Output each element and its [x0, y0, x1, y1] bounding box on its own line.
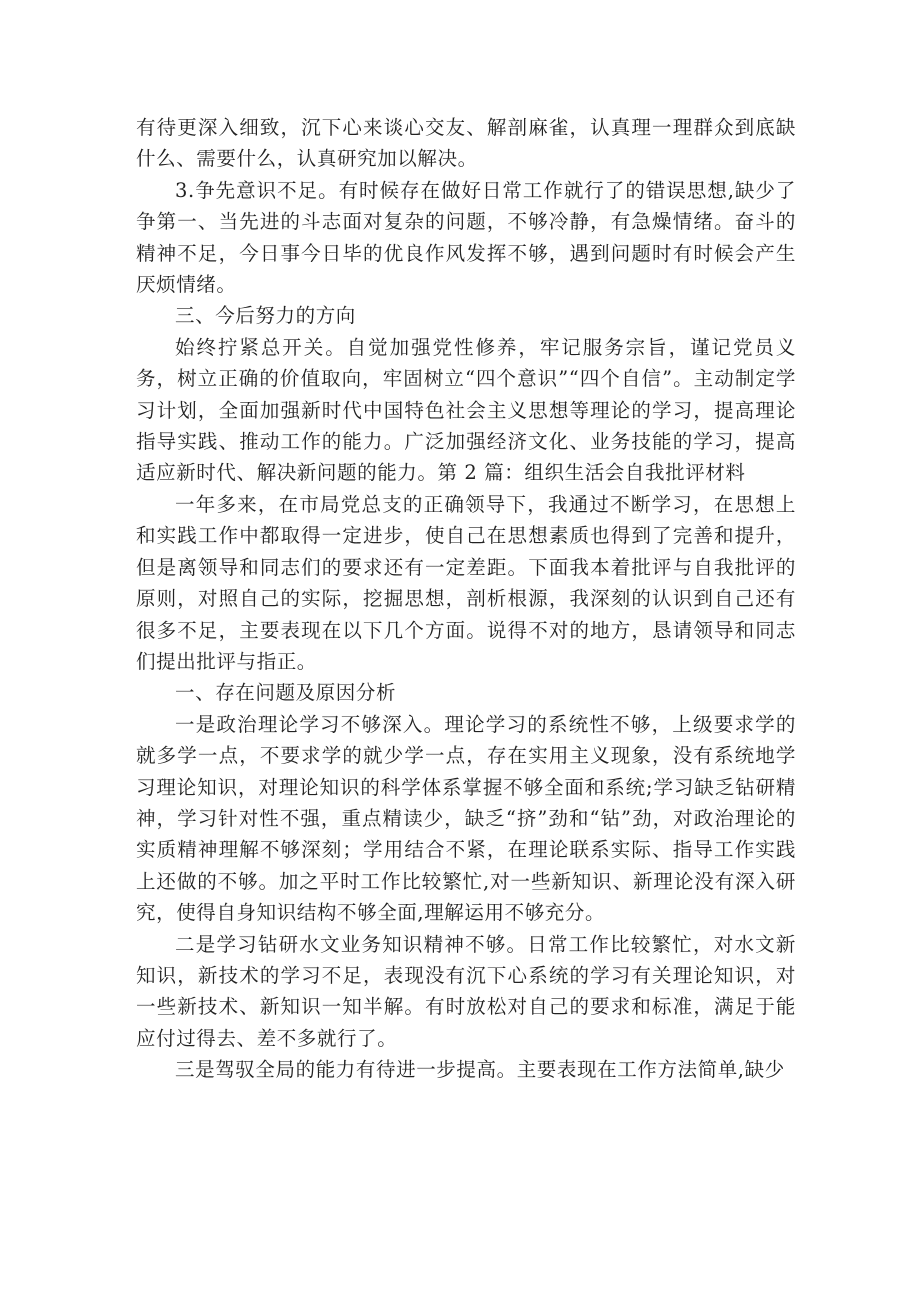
paragraph-introduction: 一年多来，在市局党总支的正确领导下，我通过不断学习，在思想上和实践工作中都取得一定进步，使自己在思想素质也得到了完善和提升，但是离领导和同志们的要求还有一定差距。下面我本着批评与自我批评的原则，对照自己的实际，挖掘思想，剖析根源，我深刻的认识到自己还有很多不足，主要表现在以下几个方面。说得不对的地方，恳请领导和同志们提出批评与指正。	[136, 492, 796, 673]
paragraph-competitive-awareness: 3.争先意识不足。有时候存在做好日常工作就行了的错误思想,缺少了争第一、当先进的斗志面对复杂的问题，不够冷静，有急燥情绪。奋斗的精神不足，今日事今日毕的优良作风发挥不够，遇到问题时有时候会产生厌烦情绪。	[136, 178, 796, 297]
paragraph-tighten-main-switch: 始终拧紧总开关。自觉加强党性修养，牢记服务宗旨，谨记党员义务，树立正确的价值取向，牢固树立“四个意识”“四个自信”。主动制定学习计划，全面加强新时代中国特色社会主义思想等理论的学习，提高理论指导实践、推动工作的能力。广泛加强经济文化、业务技能的学习，提高适应新时代、解决新问题的能力。第 2 篇：组织生活会自我批评材料	[136, 335, 796, 485]
paragraph-overall-ability: 三是驾驭全局的能力有待进一步提高。主要表现在工作方法简单,缺少	[175, 1058, 785, 1082]
section-heading-problems-analysis: 一、存在问题及原因分析	[175, 681, 397, 705]
paragraph-political-theory: 一是政治理论学习不够深入。理论学习的系统性不够，上级要求学的就多学一点，不要求学的就少学一点，存在实用主义现象，没有系统地学习理论知识，对理论知识的科学体系掌握不够全面和系统;学习缺乏钻研精神，学习针对性不强，重点精读少，缺乏“挤”劲和“钻”劲，对政治理论的实质精神理解不够深刻；学用结合不紧，在理论联系实际、指导工作实践上还做的不够。加之平时工作比较繁忙,对一些新知识、新理论没有深入研究，使得自身知识结构不够全面,理解运用不够充分。	[136, 712, 796, 925]
paragraph-continuation: 有待更深入细致，沉下心来谈心交友、解剖麻雀，认真理一理群众到底缺什么、需要什么，认真研究加以解决。	[136, 116, 796, 171]
section-heading-future-direction: 三、今后努力的方向	[175, 304, 356, 328]
paragraph-hydrology-knowledge: 二是学习钻研水文业务知识精神不够。日常工作比较繁忙，对水文新知识，新技术的学习不足，表现没有沉下心系统的学习有关理论知识，对一些新技术、新知识一知半解。有时放松对自己的要求和标准，满足于能应付过得去、差不多就行了。	[136, 932, 796, 1050]
document-body	[136, 112, 796, 1086]
